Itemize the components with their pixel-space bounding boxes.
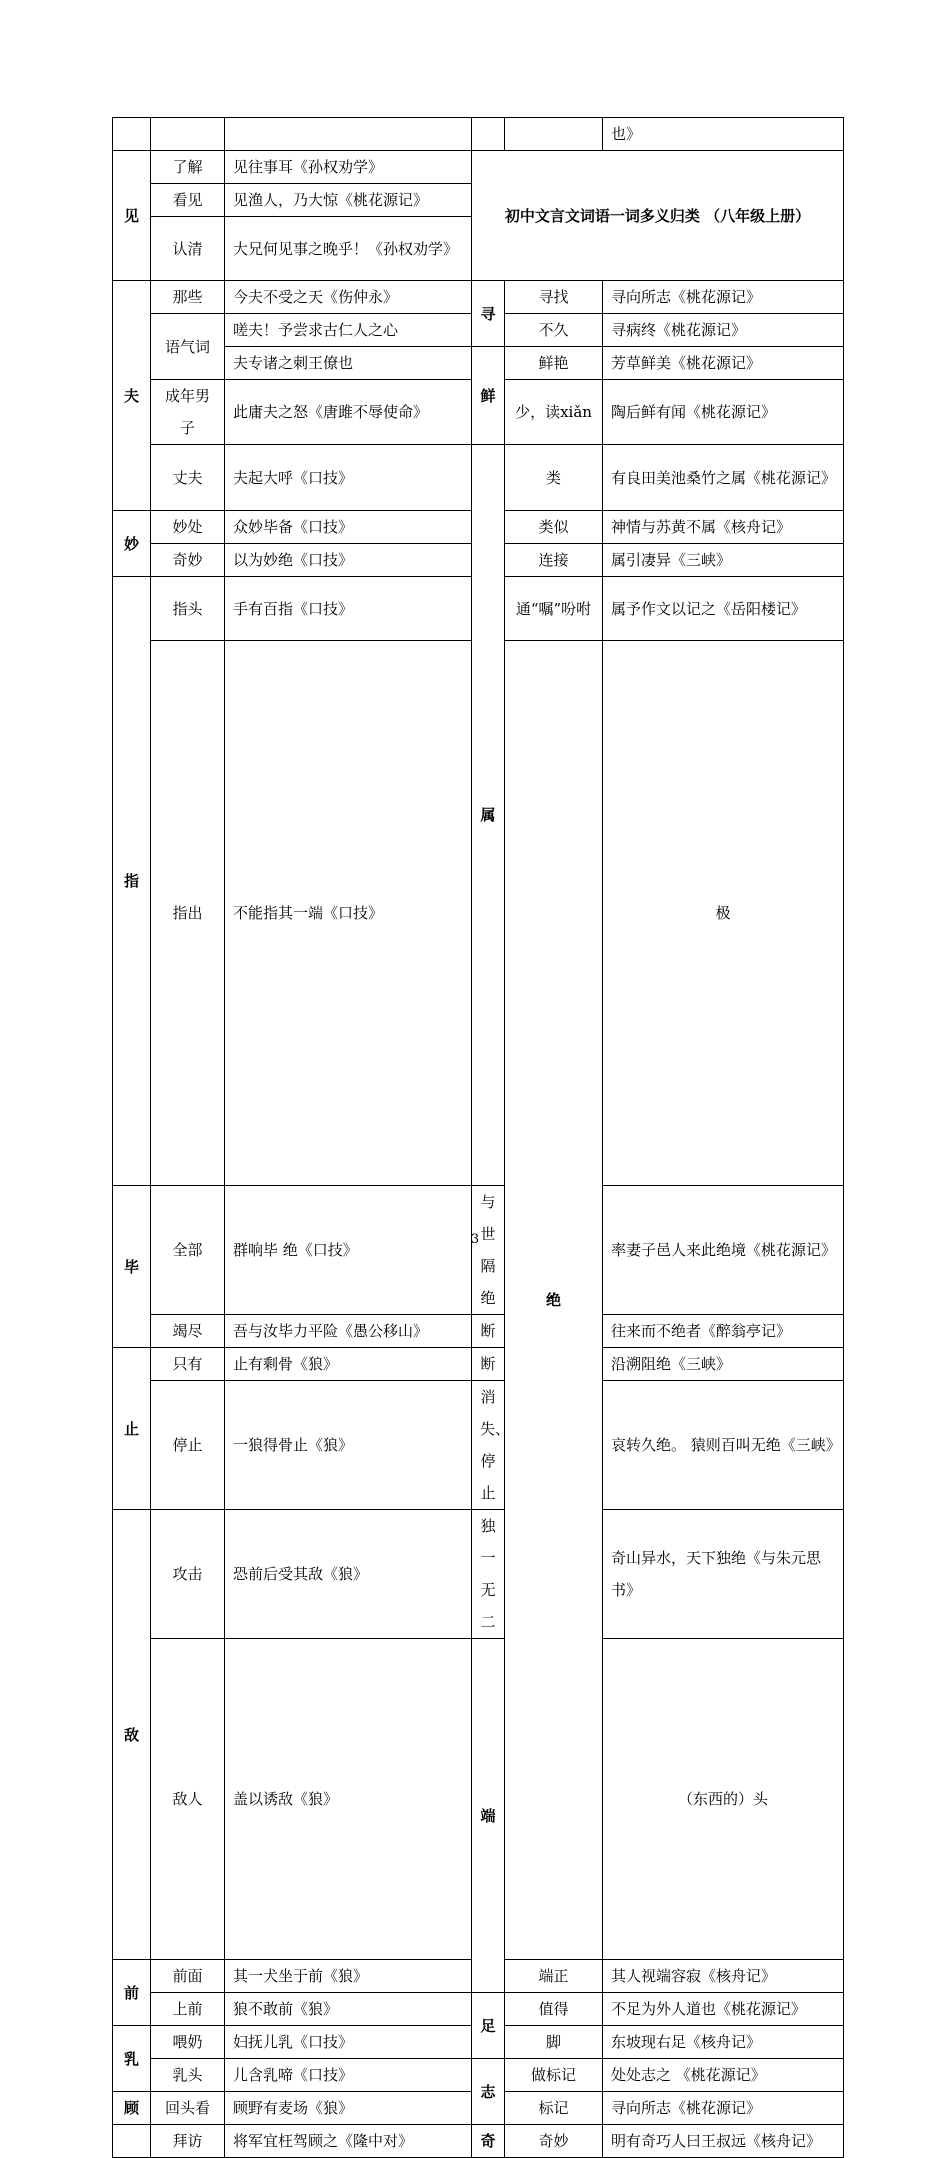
char-jian: 见 bbox=[113, 151, 151, 281]
example-cell: 属引凄异《三峡》 bbox=[603, 544, 844, 577]
char-xun: 寻 bbox=[472, 281, 505, 347]
meaning-cell: 连接 bbox=[505, 544, 603, 577]
meaning-cell: 标记 bbox=[505, 2092, 603, 2125]
page-number: 3 bbox=[470, 1232, 480, 1247]
example-cell: 一狼得骨止《狼》 bbox=[225, 1381, 472, 1510]
example-cell: 不能指其一端《口技》 bbox=[225, 641, 472, 1186]
meaning-cell: 奇妙 bbox=[151, 544, 225, 577]
char-fu: 夫 bbox=[113, 281, 151, 511]
empty-cell bbox=[113, 2125, 151, 2158]
empty-cell bbox=[113, 118, 151, 151]
example-cell: 手有百指《口技》 bbox=[225, 577, 472, 641]
example-cell: 以为妙绝《口技》 bbox=[225, 544, 472, 577]
empty-cell bbox=[505, 118, 603, 151]
vocabulary-table bbox=[112, 117, 844, 2158]
example-cell: 将军宜枉驾顾之《隆中对》 bbox=[225, 2125, 472, 2158]
meaning-cell: 脚 bbox=[505, 2026, 603, 2059]
example-cell: 顾野有麦场《狼》 bbox=[225, 2092, 472, 2125]
meaning-cell: 停止 bbox=[151, 1381, 225, 1510]
meaning-cell: 竭尽 bbox=[151, 1315, 225, 1348]
meaning-cell: 奇妙 bbox=[505, 2125, 603, 2158]
char-xian: 鲜 bbox=[472, 347, 505, 445]
example-cell: 陶后鲜有闻《桃花源记》 bbox=[603, 380, 844, 445]
meaning-cell: 极 bbox=[603, 641, 844, 1186]
example-cell: 嗟夫！予尝求古仁人之心 bbox=[225, 314, 472, 347]
empty-cell bbox=[225, 118, 472, 151]
char-zhi2: 止 bbox=[113, 1348, 151, 1510]
example-cell: 往来而不绝者《醉翁亭记》 bbox=[603, 1315, 844, 1348]
example-cell: 率妻子邑人来此绝境《桃花源记》 bbox=[603, 1186, 844, 1315]
char-duan: 端 bbox=[472, 1639, 505, 1993]
example-cell: 沿溯阻绝《三峡》 bbox=[603, 1348, 844, 1381]
empty-cell bbox=[151, 118, 225, 151]
meaning-cell: 那些 bbox=[151, 281, 225, 314]
example-cell: 有良田美池桑竹之属《桃花源记》 bbox=[603, 445, 844, 511]
example-cell: 见渔人，乃大惊《桃花源记》 bbox=[225, 184, 472, 217]
example-cell: 妇抚儿乳《口技》 bbox=[225, 2026, 472, 2059]
empty-cell bbox=[472, 118, 505, 151]
example-cell: 众妙毕备《口技》 bbox=[225, 511, 472, 544]
meaning-cell: 认清 bbox=[151, 217, 225, 281]
example-cell: 属予作文以记之《岳阳楼记》 bbox=[603, 577, 844, 641]
example-cell: 哀转久绝。 猿则百叫无绝《三峡》 bbox=[603, 1381, 844, 1510]
char-qi: 奇 bbox=[472, 2125, 505, 2158]
example-cell: 此庸夫之怒《唐雎不辱使命》 bbox=[225, 380, 472, 445]
example-cell: 恐前后受其敌《狼》 bbox=[225, 1510, 472, 1639]
example-cell: 见往事耳《孙权劝学》 bbox=[225, 151, 472, 184]
example-cell: 其人视端容寂《核舟记》 bbox=[603, 1960, 844, 1993]
example-cell: 大兄何见事之晚乎！《孙权劝学》 bbox=[225, 217, 472, 281]
example-cell: 寻向所志《桃花源记》 bbox=[603, 2092, 844, 2125]
example-cell: 芳草鲜美《桃花源记》 bbox=[603, 347, 844, 380]
meaning-cell: 值得 bbox=[505, 1993, 603, 2026]
meaning-cell: 类似 bbox=[505, 511, 603, 544]
example-cell: 今夫不受之天《伤仲永》 bbox=[225, 281, 472, 314]
meaning-cell: 与世隔绝 bbox=[472, 1186, 505, 1315]
meaning-cell: 端正 bbox=[505, 1960, 603, 1993]
char-ru: 乳 bbox=[113, 2026, 151, 2092]
meaning-cell: 少，读xiǎn bbox=[505, 380, 603, 445]
example-cell: 夫起大呼《口技》 bbox=[225, 445, 472, 511]
meaning-cell: 不久 bbox=[505, 314, 603, 347]
meaning-cell: 了解 bbox=[151, 151, 225, 184]
meaning-cell: 丈夫 bbox=[151, 445, 225, 511]
example-cell: 其一犬坐于前《狼》 bbox=[225, 1960, 472, 1993]
example-cell: 夫专诸之刺王僚也 bbox=[225, 347, 472, 380]
char-gu: 顾 bbox=[113, 2092, 151, 2125]
char-jue: 绝 bbox=[505, 641, 603, 1960]
example-cell: 寻病终《桃花源记》 bbox=[603, 314, 844, 347]
example-cell: 不足为外人道也《桃花源记》 bbox=[603, 1993, 844, 2026]
meaning-cell: 看见 bbox=[151, 184, 225, 217]
meaning-cell: 敌人 bbox=[151, 1639, 225, 1960]
meaning-cell: 妙处 bbox=[151, 511, 225, 544]
char-shu: 属 bbox=[472, 445, 505, 1186]
char-zhi: 指 bbox=[113, 577, 151, 1186]
meaning-cell: 通“嘱”吩咐 bbox=[505, 577, 603, 641]
char-zhi3: 志 bbox=[472, 2059, 505, 2125]
example-cell: 也》 bbox=[603, 118, 844, 151]
meaning-cell: 指头 bbox=[151, 577, 225, 641]
meaning-cell: 喂奶 bbox=[151, 2026, 225, 2059]
page-heading: 初中文言文词语一词多义归类 （八年级上册） bbox=[472, 151, 844, 281]
meaning-cell: 寻找 bbox=[505, 281, 603, 314]
meaning-cell: 成年男子 bbox=[151, 380, 225, 445]
meaning-cell: 独一无二 bbox=[472, 1510, 505, 1639]
meaning-cell: 上前 bbox=[151, 1993, 225, 2026]
meaning-cell: 鲜艳 bbox=[505, 347, 603, 380]
example-cell: 盖以诱敌《狼》 bbox=[225, 1639, 472, 1960]
meaning-cell: 攻击 bbox=[151, 1510, 225, 1639]
example-cell: 奇山异水，天下独绝《与朱元思书》 bbox=[603, 1510, 844, 1639]
meaning-cell: 做标记 bbox=[505, 2059, 603, 2092]
meaning-cell: 拜访 bbox=[151, 2125, 225, 2158]
example-cell: 狼不敢前《狼》 bbox=[225, 1993, 472, 2026]
example-cell: 东坡现右足《核舟记》 bbox=[603, 2026, 844, 2059]
example-cell: 儿含乳啼《口技》 bbox=[225, 2059, 472, 2092]
meaning-cell: 只有 bbox=[151, 1348, 225, 1381]
meaning-cell: 语气词 bbox=[151, 314, 225, 380]
example-cell: 处处志之 《桃花源记》 bbox=[603, 2059, 844, 2092]
example-cell: 止有剩骨《狼》 bbox=[225, 1348, 472, 1381]
meaning-cell: （东西的）头 bbox=[603, 1639, 844, 1960]
example-cell: 群响毕 绝《口技》 bbox=[225, 1186, 472, 1315]
meaning-cell: 指出 bbox=[151, 641, 225, 1186]
example-cell: 吾与汝毕力平险《愚公移山》 bbox=[225, 1315, 472, 1348]
char-di: 敌 bbox=[113, 1510, 151, 1960]
char-zu: 足 bbox=[472, 1993, 505, 2059]
meaning-cell: 乳头 bbox=[151, 2059, 225, 2092]
example-cell: 明有奇巧人曰王叔远《核舟记》 bbox=[603, 2125, 844, 2158]
meaning-cell: 类 bbox=[505, 445, 603, 511]
char-qian: 前 bbox=[113, 1960, 151, 2026]
meaning-cell: 消失、停止 bbox=[472, 1381, 505, 1510]
example-cell: 寻向所志《桃花源记》 bbox=[603, 281, 844, 314]
meaning-cell: 断 bbox=[472, 1315, 505, 1348]
example-cell: 神情与苏黄不属《核舟记》 bbox=[603, 511, 844, 544]
char-miao: 妙 bbox=[113, 511, 151, 577]
char-bi: 毕 bbox=[113, 1186, 151, 1348]
meaning-cell: 断 bbox=[472, 1348, 505, 1381]
meaning-cell: 前面 bbox=[151, 1960, 225, 1993]
meaning-cell: 全部 bbox=[151, 1186, 225, 1315]
meaning-cell: 回头看 bbox=[151, 2092, 225, 2125]
